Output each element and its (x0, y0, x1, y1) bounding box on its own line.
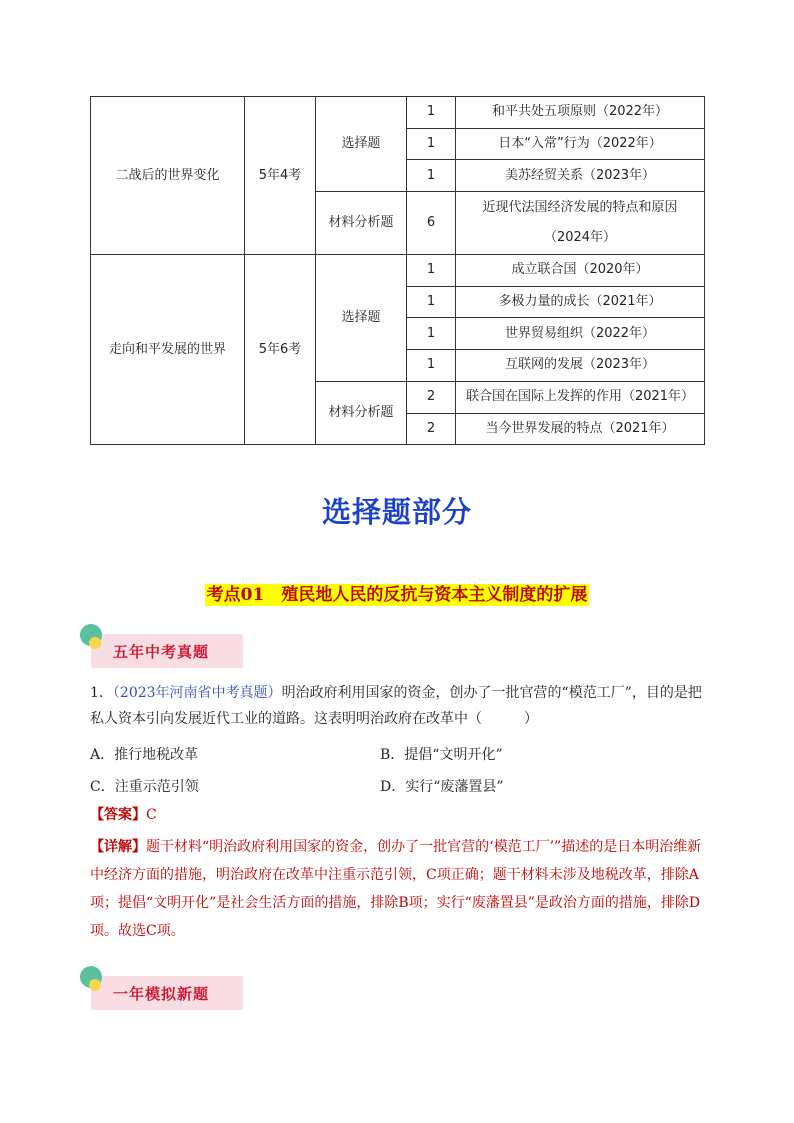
option-a: A．推行地税改革 (90, 747, 199, 763)
question-type-cell: 材料分析题 (316, 192, 407, 255)
question-number: 1． (90, 685, 113, 701)
question-type-cell: 选择题 (316, 97, 407, 192)
content-cell: 互联网的发展（2023年） (456, 350, 705, 382)
score-cell: 1 (407, 286, 456, 318)
content-cell: 多极力量的成长（2021年） (456, 286, 705, 318)
score-cell: 1 (407, 97, 456, 129)
score-cell: 1 (407, 318, 456, 350)
content-cell: 美苏经贸关系（2023年） (456, 160, 705, 192)
topic-cell: 走向和平发展的世界 (91, 255, 245, 445)
answer-label: 【答案】 (90, 807, 146, 823)
content-cell: 日本“入常”行为（2022年） (456, 128, 705, 160)
score-cell: 1 (407, 128, 456, 160)
score-cell: 1 (407, 160, 456, 192)
content-cell: 和平共处五项原则（2022年） (456, 97, 705, 129)
section-title: 选择题部分 (321, 495, 472, 529)
frequency-cell: 5年4考 (245, 97, 316, 255)
question-type-cell: 材料分析题 (316, 381, 407, 444)
score-cell: 6 (407, 192, 456, 255)
answer-value: C (146, 807, 157, 823)
option-c: C．注重示范引领 (90, 779, 199, 795)
five-year-badge (80, 620, 250, 670)
score-cell: 1 (407, 350, 456, 382)
answer-line (90, 804, 157, 824)
answer-detail (90, 833, 710, 945)
content-cell: 近现代法国经济发展的特点和原因（2024年） (456, 192, 705, 255)
score-cell: 2 (407, 413, 456, 445)
kaodian-heading (0, 580, 794, 605)
bulb-icon (89, 979, 101, 991)
question-stem (90, 680, 710, 732)
table-row (91, 97, 705, 129)
one-year-badge (80, 962, 250, 1012)
topic-cell: 二战后的世界变化 (91, 97, 245, 255)
option-b: B．提倡“文明开化” (380, 747, 503, 763)
detail-label: 【详解】 (90, 839, 146, 855)
question-text: 明治政府利用国家的资金，创办了一批官营的“模范工厂”，目的是把私人资本引向发展近代工业的道路。这表明明治政府在改革中（ ） (90, 685, 702, 727)
table-row (91, 255, 705, 287)
score-cell: 2 (407, 381, 456, 413)
badge-label: 一年模拟新题 (113, 985, 210, 1003)
question-source: （2023年河南省中考真题） (112, 685, 282, 701)
option-d: D．实行“废藩置县” (380, 779, 504, 795)
question-type-cell: 选择题 (316, 255, 407, 382)
exam-statistics-table (90, 96, 705, 445)
content-cell: 世界贸易组织（2022年） (456, 318, 705, 350)
content-cell: 联合国在国际上发挥的作用（2021年） (456, 381, 705, 413)
score-cell: 1 (407, 255, 456, 287)
bulb-icon (89, 637, 101, 649)
badge-label: 五年中考真题 (113, 643, 210, 661)
kaodian-text: 考点01 殖民地人民的反抗与资本主义制度的扩展 (206, 585, 588, 605)
content-cell: 当今世界发展的特点（2021年） (456, 413, 705, 445)
frequency-cell: 5年6考 (245, 255, 316, 445)
content-cell: 成立联合国（2020年） (456, 255, 705, 287)
detail-text: 题干材料“明治政府利用国家的资金，创办了一批官营的‘模范工厂’”描述的是日本明治维新中经济方面的措施，明治政府在改革中注重示范引领，C项正确；题干材料未涉及地税改革，排除A项；提倡“文明开化”是社会生活方面的措施，排除B项；实行“废藩置县”是政治方面的措施，排除D项。故选C项。 (90, 839, 702, 939)
